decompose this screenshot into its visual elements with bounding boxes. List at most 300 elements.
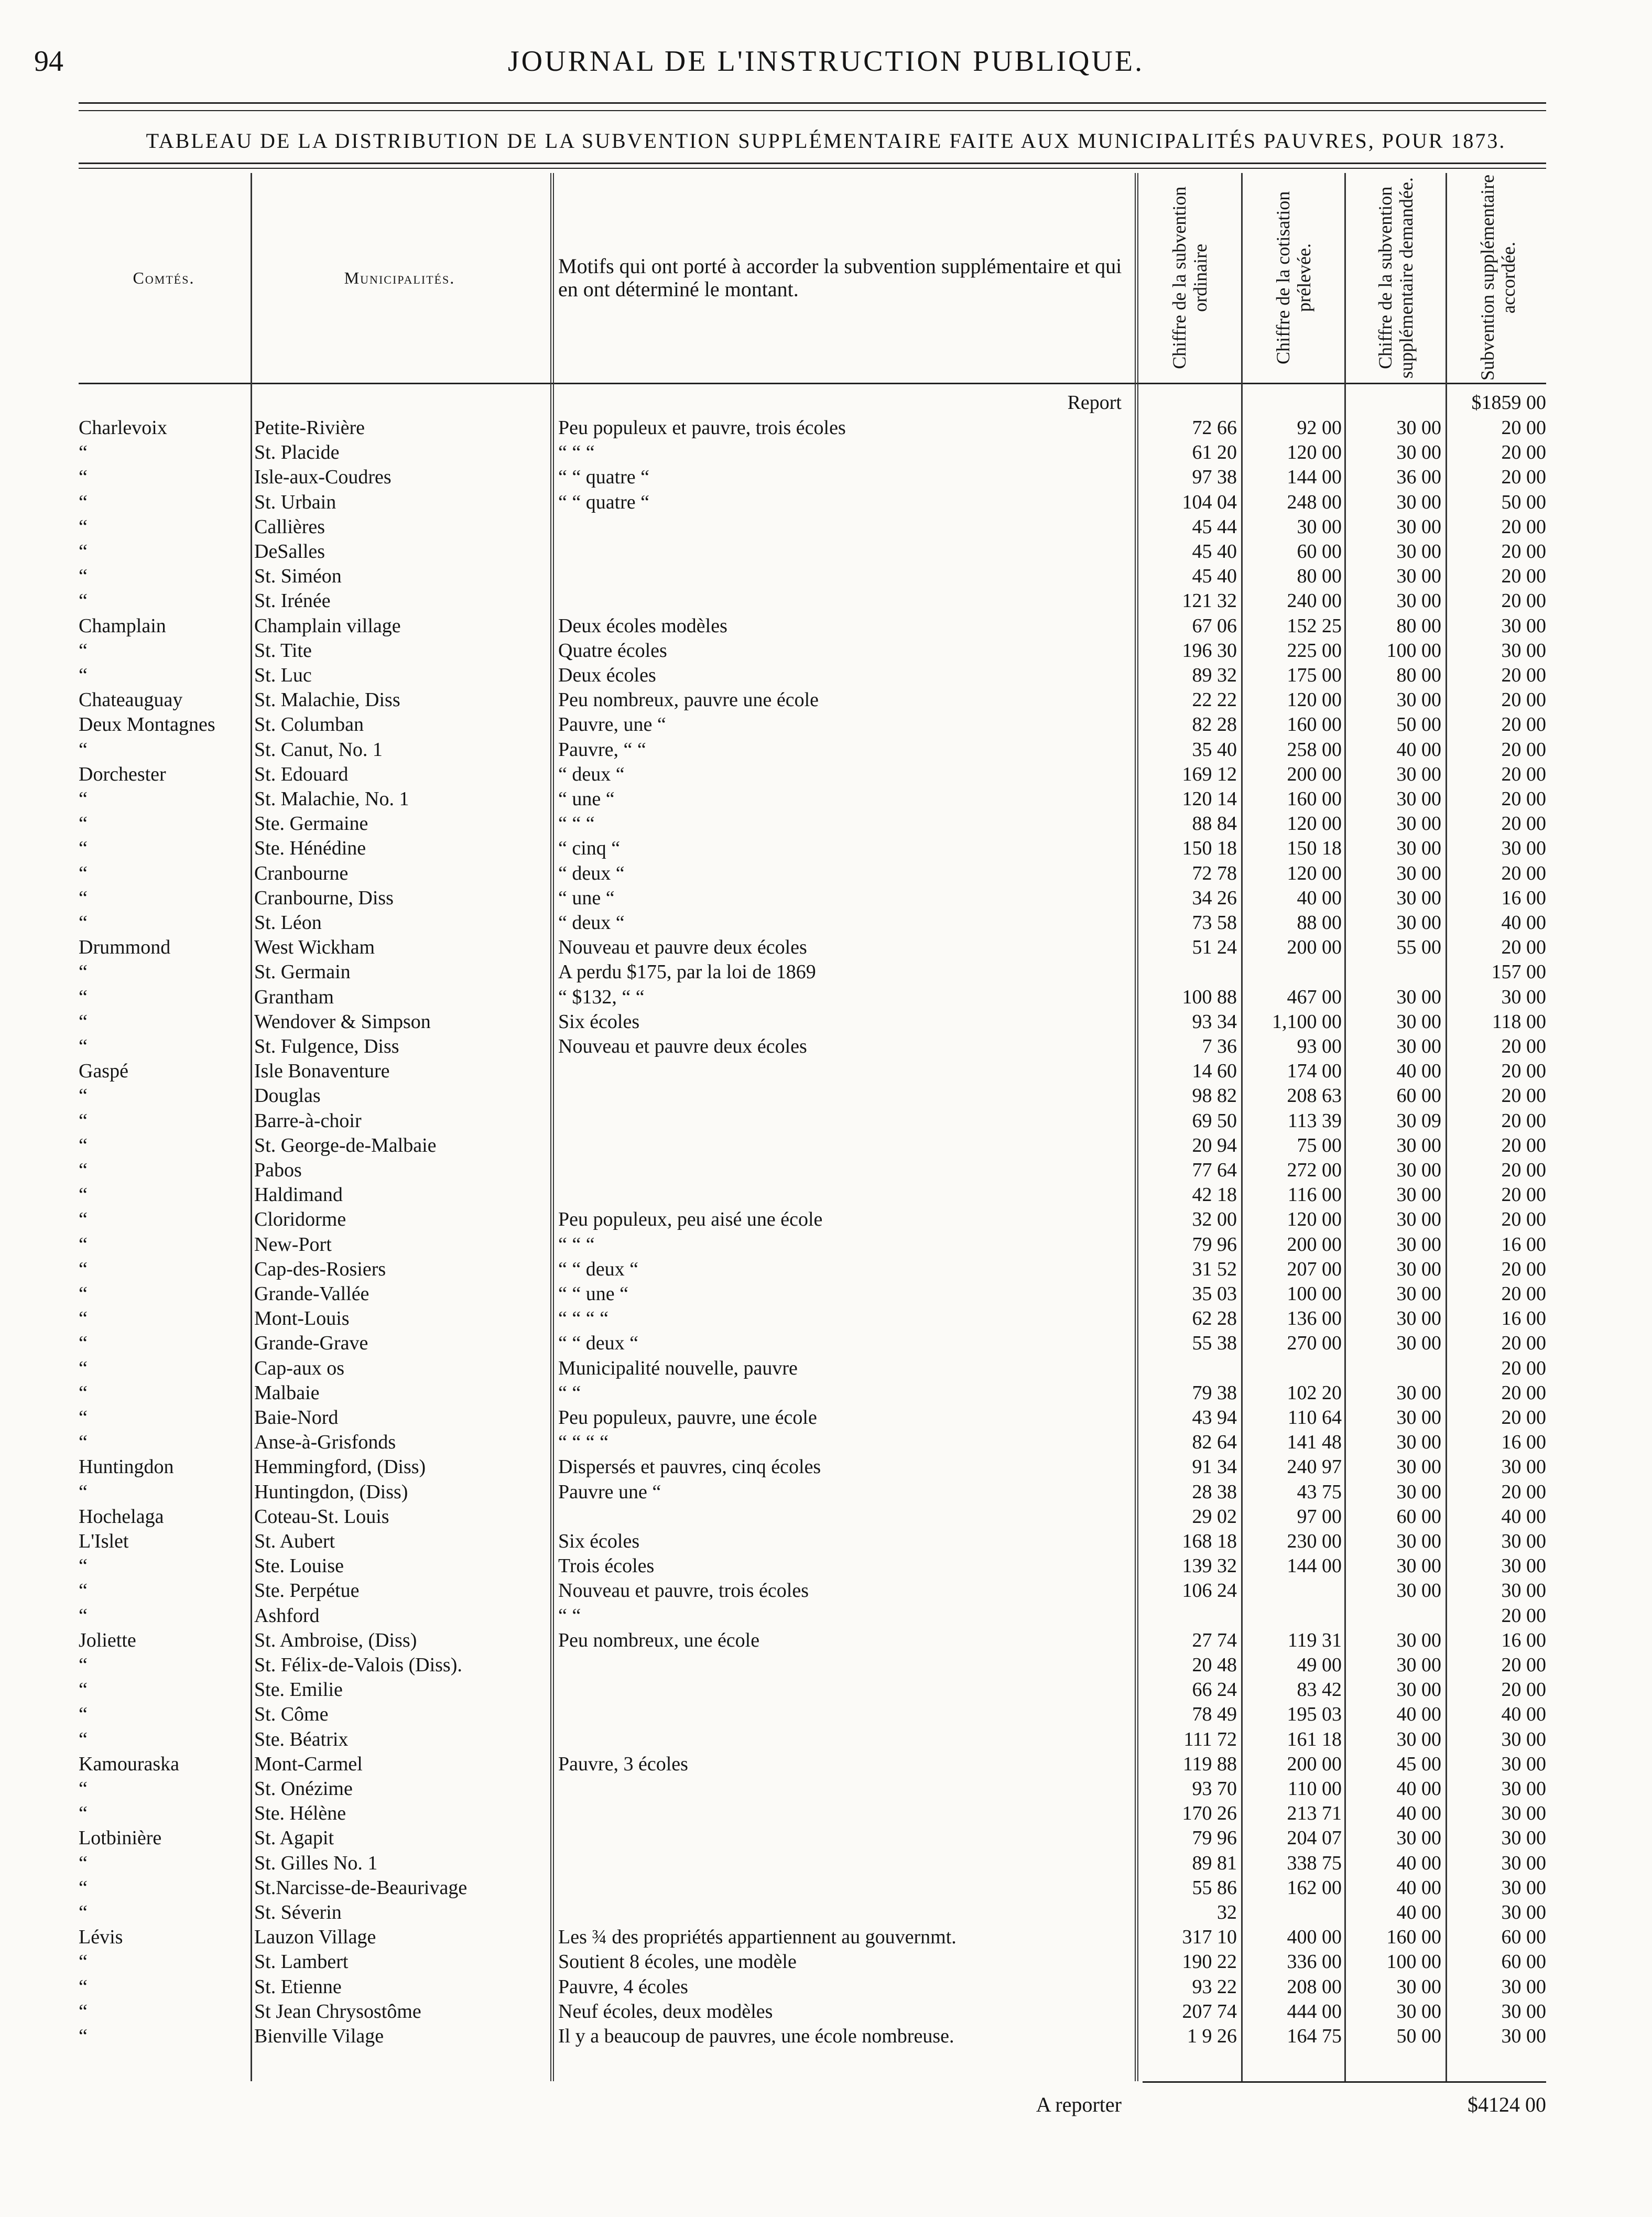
subvention-accordee-cell: 20 00 — [1501, 1407, 1546, 1429]
county-cell: “ — [79, 639, 88, 662]
subvention-demandee-cell: 50 00 — [1396, 713, 1441, 736]
cotisation-cell: 338 75 — [1287, 1852, 1342, 1874]
table-row — [0, 515, 1652, 539]
subvention-accordee-cell: 20 00 — [1501, 936, 1546, 959]
table-row — [0, 1801, 1652, 1825]
municipality-cell: St. Côme — [254, 1703, 329, 1726]
table-row — [0, 1282, 1652, 1306]
county-cell: “ — [79, 1085, 88, 1107]
table-row — [0, 787, 1652, 811]
subvention-accordee-cell: 16 00 — [1501, 1431, 1546, 1454]
cotisation-cell: 161 18 — [1287, 1728, 1342, 1750]
subvention-accordee-cell: 30 00 — [1501, 1456, 1546, 1478]
subvention-ordinaire-cell: 62 28 — [1192, 1307, 1237, 1330]
subvention-ordinaire-cell: 1 9 26 — [1187, 2025, 1237, 2047]
county-cell: “ — [79, 1010, 88, 1033]
subvention-ordinaire-cell: 20 48 — [1192, 1654, 1237, 1676]
municipality-cell: Isle-aux-Coudres — [254, 466, 392, 489]
table-row — [0, 1158, 1652, 1182]
header-subvention-ordinaire: Chiffre de la subvention ordinaire — [1169, 186, 1211, 370]
municipality-cell: Petite-Rivière — [254, 417, 365, 439]
subvention-ordinaire-cell: 35 03 — [1192, 1283, 1237, 1305]
subvention-accordee-cell: 20 00 — [1501, 1258, 1546, 1280]
table-row — [0, 911, 1652, 935]
motif-cell: “ deux “ — [558, 912, 625, 934]
subvention-demandee-cell: 30 00 — [1396, 1134, 1441, 1156]
subvention-accordee-cell: 118 00 — [1492, 1010, 1546, 1033]
subvention-ordinaire-cell: 317 10 — [1182, 1926, 1237, 1949]
subvention-accordee-cell: 20 00 — [1501, 1159, 1546, 1181]
motif-cell: A perdu $175, par la loi de 1869 — [558, 961, 816, 983]
cotisation-cell: 110 64 — [1287, 1407, 1342, 1429]
municipality-cell: Baie-Nord — [254, 1407, 339, 1429]
cotisation-cell: 113 39 — [1287, 1109, 1342, 1132]
cotisation-cell: 200 00 — [1287, 1753, 1342, 1775]
table-row — [0, 1505, 1652, 1529]
municipality-cell: St. Fulgence, Diss — [254, 1035, 399, 1057]
header-comtes: Comtés. — [133, 268, 195, 287]
subvention-accordee-cell: 20 00 — [1501, 417, 1546, 439]
subvention-demandee-cell: 30 00 — [1396, 1307, 1441, 1330]
header-motifs: Motifs qui ont porté à accorder la subvention supplémentaire et qui en ont déterminé le montant. — [558, 254, 1122, 301]
subvention-ordinaire-cell: 32 — [1217, 1901, 1237, 1923]
municipality-cell: Pabos — [254, 1159, 302, 1181]
motif-cell: “ “ quatre “ — [558, 491, 650, 513]
subvention-ordinaire-cell: 106 24 — [1182, 1580, 1237, 1602]
subvention-ordinaire-cell: 32 00 — [1192, 1208, 1237, 1231]
subvention-ordinaire-cell: 93 22 — [1192, 1975, 1237, 1998]
cotisation-cell: 152 25 — [1287, 614, 1342, 637]
municipality-cell: St. Siméon — [254, 565, 342, 588]
reporter-label: A reporter — [1036, 2093, 1122, 2116]
cotisation-cell: 75 00 — [1297, 1134, 1342, 1156]
county-cell: “ — [79, 1134, 88, 1156]
cotisation-cell: 400 00 — [1287, 1926, 1342, 1949]
county-cell: “ — [79, 1802, 88, 1825]
subvention-demandee-cell: 30 00 — [1396, 1456, 1441, 1478]
reporter-total: $4124 00 — [1468, 2093, 1546, 2116]
municipality-cell: St. Malachie, No. 1 — [254, 788, 409, 810]
cotisation-cell: 160 00 — [1287, 713, 1342, 736]
table-row — [0, 1381, 1652, 1405]
table-row — [0, 663, 1652, 687]
table-row — [0, 2024, 1652, 2048]
subvention-demandee-cell: 30 00 — [1396, 986, 1441, 1008]
subvention-accordee-cell: 20 00 — [1501, 689, 1546, 711]
cotisation-cell: 160 00 — [1287, 788, 1342, 810]
subvention-accordee-cell: 30 00 — [1501, 614, 1546, 637]
subvention-demandee-cell: 30 09 — [1396, 1109, 1441, 1132]
subvention-demandee-cell: 30 00 — [1396, 763, 1441, 785]
county-cell: “ — [79, 1901, 88, 1923]
subvention-ordinaire-cell: 51 24 — [1192, 936, 1237, 959]
subvention-demandee-cell: 80 00 — [1396, 614, 1441, 637]
subvention-ordinaire-cell: 190 22 — [1182, 1951, 1237, 1973]
county-cell: “ — [79, 466, 88, 489]
municipality-cell: Cap-aux os — [254, 1357, 345, 1379]
subvention-demandee-cell: 30 00 — [1396, 515, 1441, 538]
subvention-ordinaire-cell: 55 86 — [1192, 1876, 1237, 1899]
subvention-ordinaire-cell: 78 49 — [1192, 1703, 1237, 1726]
subvention-demandee-cell: 30 00 — [1396, 1407, 1441, 1429]
header-rule-secondary — [79, 110, 1546, 111]
subvention-ordinaire-cell: 67 06 — [1192, 614, 1237, 637]
subvention-accordee-cell: 16 00 — [1501, 1233, 1546, 1256]
table-row — [0, 1084, 1652, 1108]
motif-cell: Trois écoles — [558, 1555, 655, 1577]
municipality-cell: Coteau-St. Louis — [254, 1505, 389, 1528]
municipality-cell: St. Malachie, Diss — [254, 689, 400, 711]
subvention-ordinaire-cell: 42 18 — [1192, 1184, 1237, 1206]
municipality-cell: Ste. Emilie — [254, 1679, 343, 1701]
cotisation-cell: 200 00 — [1287, 936, 1342, 959]
subvention-demandee-cell: 40 00 — [1396, 1901, 1441, 1923]
subvention-ordinaire-cell: 104 04 — [1182, 491, 1237, 513]
county-cell: “ — [79, 515, 88, 538]
municipality-cell: Cranbourne — [254, 862, 349, 884]
municipality-cell: Isle Bonaventure — [254, 1060, 390, 1083]
cotisation-cell: 93 00 — [1297, 1035, 1342, 1057]
motif-cell: “ “ une “ — [558, 1283, 628, 1305]
table-row — [0, 1529, 1652, 1553]
motif-cell: “ $132, “ “ — [558, 986, 645, 1008]
county-cell: “ — [79, 1258, 88, 1280]
report-total: $1859 00 — [1471, 392, 1546, 414]
header-cotisation: Chiffre de la cotisation prélevée. — [1272, 191, 1314, 365]
page-number: 94 — [34, 45, 63, 78]
motif-cell: Les ¾ des propriétés appartiennent au gouvernmt. — [558, 1926, 957, 1949]
table-row — [0, 1010, 1652, 1034]
title-rule — [79, 163, 1546, 164]
subvention-demandee-cell: 30 00 — [1396, 1728, 1441, 1750]
subvention-accordee-cell: 30 00 — [1501, 1876, 1546, 1899]
table-row — [0, 1975, 1652, 1999]
table-row — [0, 1554, 1652, 1578]
subvention-demandee-cell: 30 00 — [1396, 813, 1441, 835]
subvention-demandee-cell: 60 00 — [1396, 1505, 1441, 1528]
table-row — [0, 1678, 1652, 1702]
cotisation-cell: 195 03 — [1287, 1703, 1342, 1726]
subvention-demandee-cell: 30 00 — [1396, 1159, 1441, 1181]
subvention-demandee-cell: 30 00 — [1396, 912, 1441, 934]
cotisation-cell: 120 00 — [1287, 1208, 1342, 1231]
table-row — [0, 812, 1652, 836]
subvention-accordee-cell: 30 00 — [1501, 1555, 1546, 1577]
subvention-ordinaire-cell: 97 38 — [1192, 466, 1237, 489]
subvention-ordinaire-cell: 7 36 — [1202, 1035, 1237, 1057]
subvention-ordinaire-cell: 34 26 — [1192, 886, 1237, 909]
subvention-ordinaire-cell: 170 26 — [1182, 1802, 1237, 1825]
table-row — [0, 1059, 1652, 1083]
header-rule — [79, 102, 1546, 104]
municipality-cell: Anse-à-Grisfonds — [254, 1431, 396, 1454]
subvention-ordinaire-cell: 22 22 — [1192, 689, 1237, 711]
table-row — [0, 639, 1652, 663]
subvention-accordee-cell: 20 00 — [1501, 1035, 1546, 1057]
cotisation-cell: 208 00 — [1287, 1975, 1342, 1998]
cotisation-cell: 120 00 — [1287, 689, 1342, 711]
motif-cell: “ “ “ “ — [558, 1431, 608, 1454]
subvention-demandee-cell: 30 00 — [1396, 441, 1441, 464]
municipality-cell: Cranbourne, Diss — [254, 886, 394, 909]
table-row — [0, 490, 1652, 514]
table-row — [0, 1109, 1652, 1133]
header-subvention-demandee: Chiffre de la subvention supplémentaire demandée. — [1374, 177, 1417, 378]
subvention-accordee-cell: 30 00 — [1501, 1778, 1546, 1800]
table-row — [0, 1430, 1652, 1454]
county-cell: “ — [79, 1654, 88, 1676]
subvention-accordee-cell: 20 00 — [1501, 788, 1546, 810]
subvention-ordinaire-cell: 111 72 — [1183, 1728, 1237, 1750]
subvention-ordinaire-cell: 79 38 — [1192, 1381, 1237, 1404]
county-cell: Kamouraska — [79, 1753, 180, 1775]
subvention-demandee-cell: 30 00 — [1396, 1283, 1441, 1305]
cotisation-cell: 162 00 — [1287, 1876, 1342, 1899]
motif-cell: Dispersés et pauvres, cinq écoles — [558, 1456, 821, 1478]
table-row — [0, 1702, 1652, 1726]
subvention-accordee-cell: 40 00 — [1501, 912, 1546, 934]
motif-cell: Nouveau et pauvre deux écoles — [558, 936, 807, 959]
cotisation-cell: 175 00 — [1287, 664, 1342, 686]
subvention-ordinaire-cell: 35 40 — [1192, 738, 1237, 761]
subvention-accordee-cell: 20 00 — [1501, 1480, 1546, 1503]
cotisation-cell: 97 00 — [1297, 1505, 1342, 1528]
motif-cell: Pauvre, une “ — [558, 713, 666, 736]
subvention-accordee-cell: 20 00 — [1501, 590, 1546, 612]
table-row — [0, 1777, 1652, 1801]
cotisation-cell: 102 20 — [1287, 1381, 1342, 1404]
municipality-cell: Ste. Béatrix — [254, 1728, 349, 1750]
subvention-demandee-cell: 30 00 — [1396, 886, 1441, 909]
cotisation-cell: 40 00 — [1297, 886, 1342, 909]
county-cell: Deux Montagnes — [79, 713, 215, 736]
county-cell: “ — [79, 1431, 88, 1454]
motif-cell: “ cinq “ — [558, 837, 621, 860]
subvention-accordee-cell: 20 00 — [1501, 565, 1546, 588]
subvention-demandee-cell: 160 00 — [1386, 1926, 1441, 1949]
table-row — [0, 1999, 1652, 2024]
header-subvention-accordee: Subvention supplémentaire accordée. — [1476, 175, 1519, 381]
subvention-ordinaire-cell: 45 44 — [1192, 515, 1237, 538]
subvention-accordee-cell: 20 00 — [1501, 1332, 1546, 1355]
table-row — [0, 935, 1652, 959]
cotisation-cell: 208 63 — [1287, 1085, 1342, 1107]
subvention-ordinaire-cell: 43 94 — [1192, 1407, 1237, 1429]
subvention-ordinaire-cell: 89 32 — [1192, 664, 1237, 686]
subvention-ordinaire-cell: 73 58 — [1192, 912, 1237, 934]
motif-cell: Peu nombreux, pauvre une école — [558, 689, 819, 711]
header-bottom-rule — [79, 383, 1546, 384]
county-cell: Chateauguay — [79, 689, 183, 711]
subvention-ordinaire-cell: 72 78 — [1192, 862, 1237, 884]
county-cell: “ — [79, 1381, 88, 1404]
cotisation-cell: 230 00 — [1287, 1530, 1342, 1552]
municipality-cell: Grande-Vallée — [254, 1283, 369, 1305]
table-row — [0, 886, 1652, 910]
county-cell: “ — [79, 1951, 88, 1973]
cotisation-cell: 119 31 — [1287, 1629, 1342, 1651]
municipality-cell: Malbaie — [254, 1381, 320, 1404]
subvention-accordee-cell: 60 00 — [1501, 1951, 1546, 1973]
subvention-demandee-cell: 40 00 — [1396, 1852, 1441, 1874]
municipality-cell: St. Placide — [254, 441, 340, 464]
municipality-cell: St. Canut, No. 1 — [254, 738, 383, 761]
motif-cell: “ “ deux “ — [558, 1332, 638, 1355]
county-cell: Huntingdon — [79, 1456, 174, 1478]
table-row — [0, 1900, 1652, 1924]
table-row — [0, 589, 1652, 613]
municipality-cell: St. Urbain — [254, 491, 336, 513]
subvention-accordee-cell: 40 00 — [1501, 1703, 1546, 1726]
table-title: TABLEAU DE LA DISTRIBUTION DE LA SUBVENTION SUPPLÉMENTAIRE FAITE AUX MUNICIPALITÉS PAUVRES, POUR 1873. — [146, 129, 1506, 153]
subvention-demandee-cell: 30 00 — [1396, 1555, 1441, 1577]
subvention-accordee-cell: 16 00 — [1501, 886, 1546, 909]
municipality-cell: St. Lambert — [254, 1951, 349, 1973]
municipality-cell: New-Port — [254, 1233, 332, 1256]
motif-cell: Peu populeux, peu aisé une école — [558, 1208, 823, 1231]
county-cell: “ — [79, 813, 88, 835]
subvention-ordinaire-cell: 196 30 — [1182, 639, 1237, 662]
motif-cell: Peu populeux et pauvre, trois écoles — [558, 417, 846, 439]
subvention-ordinaire-cell: 150 18 — [1182, 837, 1237, 860]
county-cell: “ — [79, 862, 88, 884]
subvention-accordee-cell: 20 00 — [1501, 1109, 1546, 1132]
subvention-ordinaire-cell: 61 20 — [1192, 441, 1237, 464]
cotisation-cell: 200 00 — [1287, 763, 1342, 785]
cotisation-cell: 150 18 — [1287, 837, 1342, 860]
municipality-cell: Callières — [254, 515, 325, 538]
subvention-accordee-cell: 20 00 — [1501, 515, 1546, 538]
motif-cell: Neuf écoles, deux modèles — [558, 2000, 773, 2023]
subvention-accordee-cell: 30 00 — [1501, 1827, 1546, 1850]
county-cell: “ — [79, 738, 88, 761]
municipality-cell: Ashford — [254, 1604, 320, 1627]
subvention-accordee-cell: 30 00 — [1501, 1852, 1546, 1874]
county-cell: “ — [79, 886, 88, 909]
municipality-cell: St. Félix-de-Valois (Diss). — [254, 1654, 462, 1676]
municipality-cell: West Wickham — [254, 936, 375, 959]
subvention-accordee-cell: 30 00 — [1501, 1753, 1546, 1775]
municipality-cell: St. Germain — [254, 961, 351, 983]
subvention-accordee-cell: 50 00 — [1501, 491, 1546, 513]
subvention-ordinaire-cell: 14 60 — [1192, 1060, 1237, 1083]
motif-cell: “ “ quatre “ — [558, 466, 650, 489]
county-cell: “ — [79, 1184, 88, 1206]
cotisation-cell: 204 07 — [1287, 1827, 1342, 1850]
municipality-cell: Ste. Louise — [254, 1555, 344, 1577]
subvention-ordinaire-cell: 27 74 — [1192, 1629, 1237, 1651]
county-cell: “ — [79, 2025, 88, 2047]
subvention-ordinaire-cell: 66 24 — [1192, 1679, 1237, 1701]
table-row — [0, 712, 1652, 737]
cotisation-cell: 207 00 — [1287, 1258, 1342, 1280]
header-municipalites: Municipalités. — [344, 268, 455, 287]
table-row — [0, 1183, 1652, 1207]
motif-cell: “ “ “ “ — [558, 1307, 608, 1330]
municipality-cell: Ste. Germaine — [254, 813, 368, 835]
table-row — [0, 564, 1652, 588]
municipality-cell: St. Ambroise, (Diss) — [254, 1629, 417, 1651]
subvention-demandee-cell: 30 00 — [1396, 1332, 1441, 1355]
county-cell: “ — [79, 1035, 88, 1057]
table-row — [0, 1232, 1652, 1257]
table-row — [0, 465, 1652, 489]
county-cell: “ — [79, 1233, 88, 1256]
county-cell: “ — [79, 1975, 88, 1998]
subvention-ordinaire-cell: 72 66 — [1192, 417, 1237, 439]
municipality-cell: Bienville Vilage — [254, 2025, 384, 2047]
subvention-accordee-cell: 20 00 — [1501, 664, 1546, 686]
subvention-accordee-cell: 30 00 — [1501, 1728, 1546, 1750]
municipality-cell: St. Gilles No. 1 — [254, 1852, 378, 1874]
subvention-ordinaire-cell: 29 02 — [1192, 1505, 1237, 1528]
subvention-accordee-cell: 20 00 — [1501, 862, 1546, 884]
subvention-accordee-cell: 20 00 — [1501, 713, 1546, 736]
subvention-demandee-cell: 40 00 — [1396, 1060, 1441, 1083]
county-cell: “ — [79, 1109, 88, 1132]
table-row — [0, 1257, 1652, 1281]
subvention-ordinaire-cell: 169 12 — [1182, 763, 1237, 785]
motif-cell: “ deux “ — [558, 763, 625, 785]
subvention-ordinaire-cell: 79 96 — [1192, 1827, 1237, 1850]
subvention-demandee-cell: 30 00 — [1396, 1975, 1441, 1998]
cotisation-cell: 110 00 — [1287, 1778, 1342, 1800]
table-row — [0, 1727, 1652, 1751]
table-row — [0, 1628, 1652, 1652]
municipality-cell: Cap-des-Rosiers — [254, 1258, 386, 1280]
table-row — [0, 1578, 1652, 1603]
cotisation-cell: 336 00 — [1287, 1951, 1342, 1973]
cotisation-cell: 240 97 — [1287, 1456, 1342, 1478]
cotisation-cell: 120 00 — [1287, 813, 1342, 835]
subvention-accordee-cell: 20 00 — [1501, 1085, 1546, 1107]
county-cell: “ — [79, 1728, 88, 1750]
subvention-demandee-cell: 30 00 — [1396, 862, 1441, 884]
journal-title: JOURNAL DE L'INSTRUCTION PUBLIQUE. — [507, 45, 1145, 78]
subvention-accordee-cell: 30 00 — [1501, 2025, 1546, 2047]
county-cell: “ — [79, 565, 88, 588]
table-row — [0, 614, 1652, 638]
county-cell: “ — [79, 1580, 88, 1602]
motif-cell: “ “ deux “ — [558, 1258, 638, 1280]
subvention-ordinaire-cell: 91 34 — [1192, 1456, 1237, 1478]
municipality-cell: St. Etienne — [254, 1975, 342, 1998]
county-cell: “ — [79, 441, 88, 464]
subvention-accordee-cell: 20 00 — [1501, 1208, 1546, 1231]
subvention-ordinaire-cell: 93 70 — [1192, 1778, 1237, 1800]
cotisation-cell: 49 00 — [1297, 1654, 1342, 1676]
table-row — [0, 1207, 1652, 1231]
county-cell: “ — [79, 664, 88, 686]
motif-cell: Pauvre, “ “ — [558, 738, 646, 761]
subvention-accordee-cell: 20 00 — [1501, 1283, 1546, 1305]
subvention-accordee-cell: 20 00 — [1501, 1134, 1546, 1156]
table-row — [0, 440, 1652, 464]
subvention-demandee-cell: 30 00 — [1396, 788, 1441, 810]
subvention-demandee-cell: 30 00 — [1396, 1679, 1441, 1701]
motif-cell: Deux écoles modèles — [558, 614, 727, 637]
subvention-accordee-cell: 16 00 — [1501, 1307, 1546, 1330]
subvention-demandee-cell: 30 00 — [1396, 2000, 1441, 2023]
county-cell: Lotbinière — [79, 1827, 162, 1850]
table-row — [0, 1356, 1652, 1380]
subvention-demandee-cell: 30 00 — [1396, 1010, 1441, 1033]
subvention-accordee-cell: 20 00 — [1501, 1679, 1546, 1701]
subvention-demandee-cell: 30 00 — [1396, 1629, 1441, 1651]
county-cell: “ — [79, 1679, 88, 1701]
municipality-cell: DeSalles — [254, 540, 325, 563]
county-cell: Lévis — [79, 1926, 123, 1949]
